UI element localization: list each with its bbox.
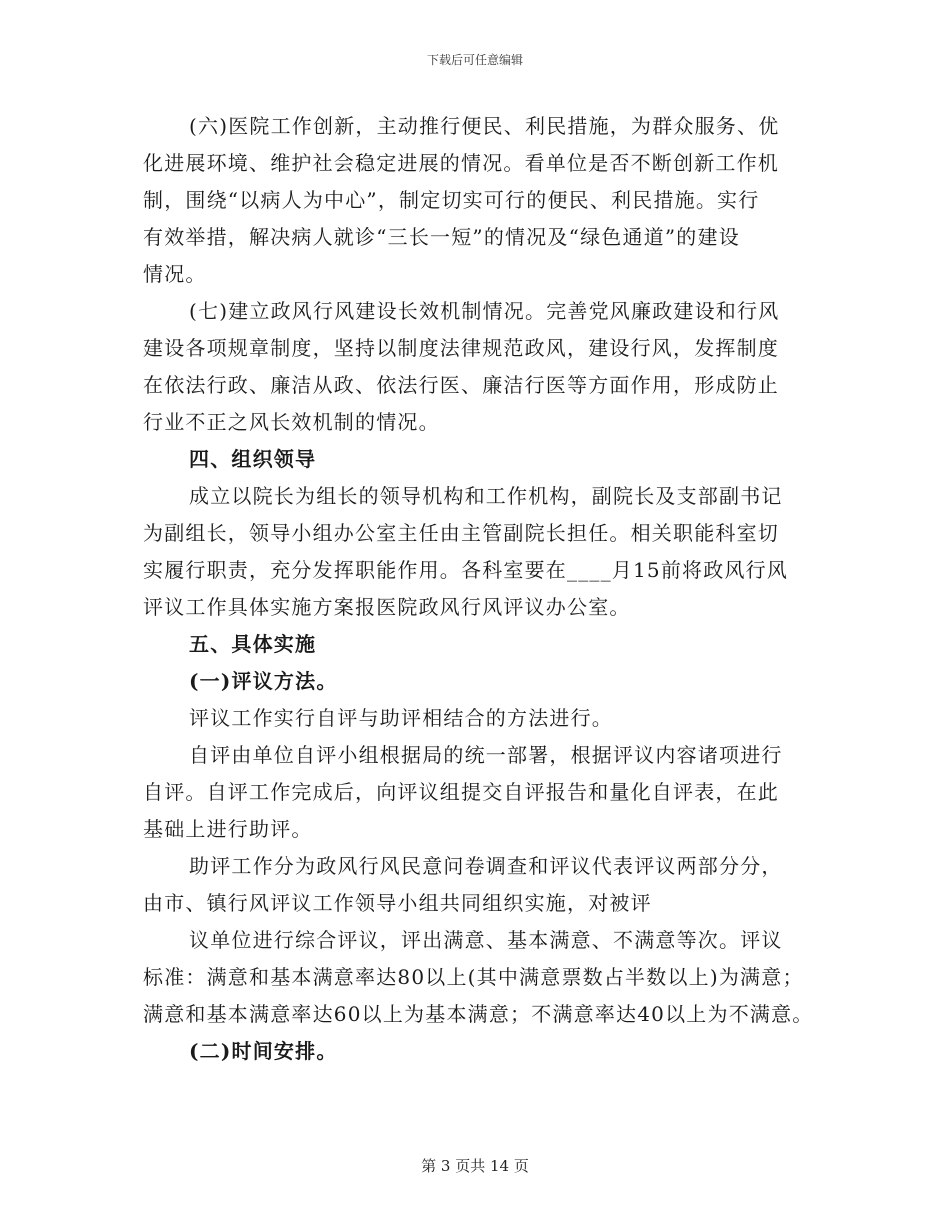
text-line: 评议工作实行自评与助评相结合的方法进行。 xyxy=(189,706,613,730)
text-line: 情况。 xyxy=(143,262,207,286)
text-line: 由市、镇行风评议工作领导小组共同组织实施，对被评 xyxy=(143,891,652,915)
text-line: 助评工作分为政风行风民意问卷调查和评议代表评议两部分分， xyxy=(189,854,783,878)
text-line: 评议工作具体实施方案报医院政风行风评议办公室。 xyxy=(143,595,631,619)
text-line: 标准：满意和基本满意率达80以上(其中满意票数占半数以上)为满意； xyxy=(143,965,804,989)
text-line: (六)医院工作创新，主动推行便民、利民措施，为群众服务、优 xyxy=(189,114,780,138)
text-line: 议单位进行综合评议，评出满意、基本满意、不满意等次。评议 xyxy=(189,928,783,952)
text-line: 成立以院长为组长的领导机构和工作机构，副院长及支部副书记 xyxy=(189,484,783,508)
text-line: 建设各项规章制度，坚持以制度法律规范政风，建设行风，发挥制度 xyxy=(143,336,779,360)
document-body xyxy=(143,108,833,1070)
section-heading: (一)评议方法。 xyxy=(189,669,338,693)
text-line: 实履行职责，充分发挥职能作用。各科室要在____月15前将政风行风 xyxy=(143,558,789,582)
text-line: 有效举措，解决病人就诊“三长一短”的情况及“绿色通道”的建设 xyxy=(143,225,740,249)
text-line: 自评。自评工作完成后，向评议组提交自评报告和量化自评表，在此 xyxy=(143,780,779,804)
text-line: 制，围绕“以病人为中心”，制定切实可行的便民、利民措施。实行 xyxy=(143,188,760,212)
text-line: 化进展环境、维护社会稳定进展的情况。看单位是否不断创新工作机 xyxy=(143,151,779,175)
text-line: 基础上进行助评。 xyxy=(143,817,313,841)
section-heading: (二)时间安排。 xyxy=(189,1039,338,1063)
text-line: 在依法行政、廉洁从政、依法行医、廉洁行医等方面作用，形成防止 xyxy=(143,373,779,397)
page-header-note: 下载后可任意编辑 xyxy=(426,53,523,67)
text-line: 行业不正之风长效机制的情况。 xyxy=(143,410,440,434)
text-line: (七)建立政风行风建设长效机制情况。完善党风廉政建设和行风 xyxy=(189,299,780,323)
text-line: 满意和基本满意率达60以上为基本满意；不满意率达40以上为不满意。 xyxy=(143,1002,814,1026)
text-line: 为副组长，领导小组办公室主任由主管副院长担任。相关职能科室切 xyxy=(143,521,779,545)
paragraph-lines xyxy=(143,108,833,1070)
section-heading: 五、具体实施 xyxy=(189,632,317,656)
section-heading: 四、组织领导 xyxy=(189,447,317,471)
text-line: 自评由单位自评小组根据局的统一部署，根据评议内容诸项进行 xyxy=(189,743,783,767)
page-number: 第 3 页共 14 页 xyxy=(421,1157,529,1175)
